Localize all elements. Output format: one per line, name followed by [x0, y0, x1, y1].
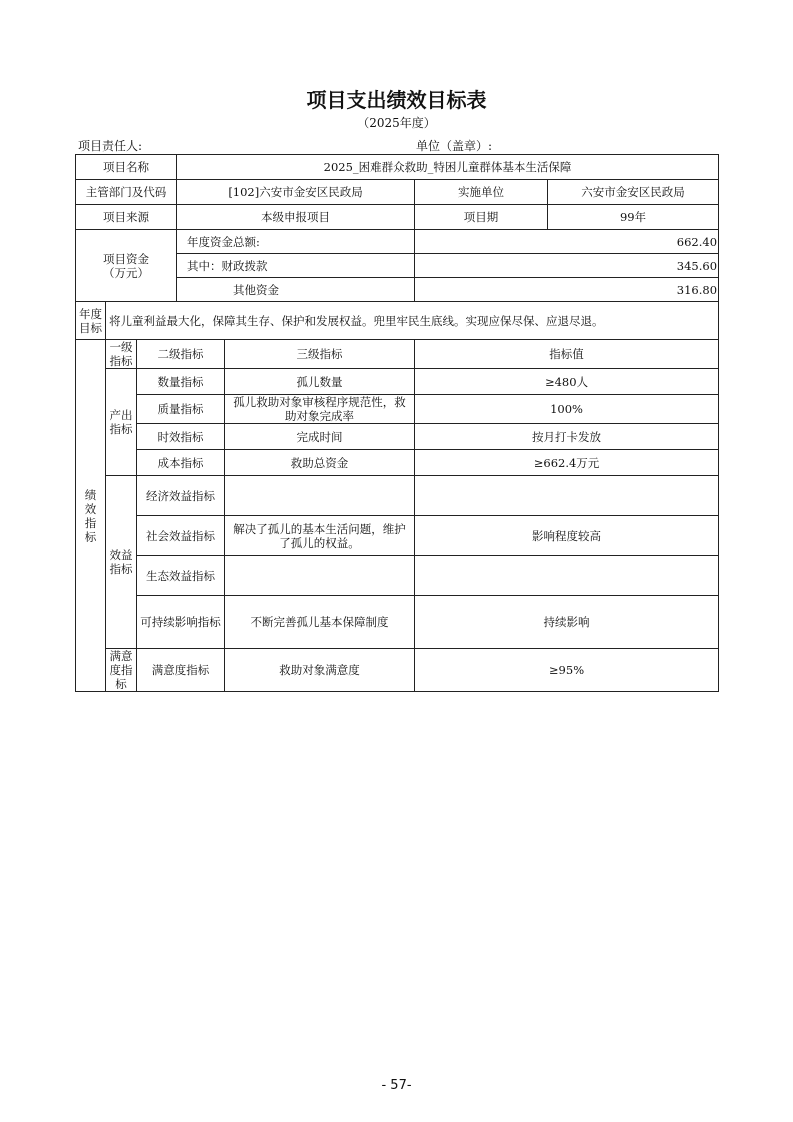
indicator-value-cell: ≥95% — [415, 649, 719, 692]
satisfaction-indicators-label — [106, 649, 137, 692]
implementing-unit-value: 六安市金安区民政局 — [548, 180, 719, 205]
annual-goal-label — [76, 302, 106, 340]
perf-label-char: 绩 — [84, 487, 97, 502]
level2-cell: 质量指标 — [137, 395, 225, 424]
performance-goal-table — [75, 154, 719, 692]
perf-label-char: 指 — [84, 515, 97, 530]
table-row — [76, 516, 719, 556]
unit-seal-label: 单位（盖章）: — [416, 139, 493, 153]
department-value: [102]六安市金安区民政局 — [177, 180, 415, 205]
implementing-unit-label: 实施单位 — [415, 180, 548, 205]
table-row — [76, 205, 719, 230]
satisfaction-label-line: 满意 — [109, 649, 133, 663]
table-row — [76, 556, 719, 596]
table-row — [76, 424, 719, 450]
satisfaction-label-line: 度指 — [109, 663, 133, 677]
level2-cell: 成本指标 — [137, 450, 225, 476]
project-period-label: 项目期 — [415, 205, 548, 230]
table-row — [76, 340, 719, 369]
table-row — [76, 476, 719, 516]
level3-cell: 孤儿数量 — [225, 369, 415, 395]
level2-cell: 时效指标 — [137, 424, 225, 450]
project-name-value: 2025_困难群众救助_特困儿童群体基本生活保障 — [177, 155, 719, 180]
other-funds-label: 其他资金 — [177, 278, 415, 302]
effect-label-line1: 效益 — [109, 548, 133, 562]
level1-header-line1: 一级 — [109, 340, 133, 354]
project-source-value: 本级申报项目 — [177, 205, 415, 230]
project-name-label: 项目名称 — [76, 155, 177, 180]
indicator-value-cell: ≥480人 — [415, 369, 719, 395]
fiscal-allocation-label: 其中：财政拨款 — [177, 254, 415, 278]
responsible-person-label: 项目责任人: — [78, 139, 143, 153]
department-label: 主管部门及代码 — [76, 180, 177, 205]
funds-label-line2: （万元） — [103, 265, 150, 280]
level2-cell: 数量指标 — [137, 369, 225, 395]
table-row — [76, 302, 719, 340]
level3-cell: 解决了孤儿的基本生活问题，维护了孤儿的权益。 — [225, 516, 415, 556]
indicator-value-cell — [415, 476, 719, 516]
page-title: 项目支出绩效目标表 — [306, 88, 487, 112]
level3-cell — [225, 556, 415, 596]
level2-cell: 经济效益指标 — [137, 476, 225, 516]
funds-label-line1: 项目资金 — [103, 251, 150, 266]
fiscal-allocation-value: 345.60 — [415, 254, 719, 278]
satisfaction-label-line: 标 — [115, 677, 127, 691]
page-number: - 57- — [381, 1078, 412, 1093]
level2-cell: 社会效益指标 — [137, 516, 225, 556]
level3-cell: 孤儿救助对象审核程序规范性，救助对象完成率 — [225, 395, 415, 424]
level3-cell: 不断完善孤儿基本保障制度 — [225, 596, 415, 649]
project-source-label: 项目来源 — [76, 205, 177, 230]
level3-header: 三级指标 — [225, 340, 415, 369]
effect-indicators-label — [106, 476, 137, 649]
output-label-line2: 指标 — [109, 422, 133, 436]
table-row — [76, 596, 719, 649]
indicator-value-cell: 100% — [415, 395, 719, 424]
level2-header: 二级指标 — [137, 340, 225, 369]
table-row — [76, 155, 719, 180]
annual-goal-text: 将儿童利益最大化，保障其生存、保护和发展权益。兜里牢民生底线。实现应保尽保、应退尽退。 — [106, 302, 719, 340]
output-indicators-label — [106, 369, 137, 476]
indicator-value-cell: 按月打卡发放 — [415, 424, 719, 450]
level2-cell: 满意度指标 — [137, 649, 225, 692]
annual-goal-label-line2: 目标 — [79, 320, 102, 335]
table-row — [76, 395, 719, 424]
table-row — [76, 180, 719, 205]
level1-header-line2: 指标 — [109, 354, 133, 368]
indicator-value-header: 指标值 — [415, 340, 719, 369]
performance-indicators-label — [76, 340, 106, 692]
annual-goal-label-line1: 年度 — [79, 306, 102, 321]
fiscal-year: （2025年度） — [357, 116, 436, 130]
annual-total-value: 662.40 — [415, 230, 719, 254]
level1-header — [106, 340, 137, 369]
table-row — [76, 450, 719, 476]
indicator-value-cell: 持续影响 — [415, 596, 719, 649]
level3-cell — [225, 476, 415, 516]
perf-label-char: 效 — [84, 501, 97, 516]
annual-total-label: 年度资金总额: — [177, 230, 415, 254]
table-row — [76, 649, 719, 692]
level3-cell: 救助总资金 — [225, 450, 415, 476]
effect-label-line2: 指标 — [109, 562, 133, 576]
table-row — [76, 369, 719, 395]
table-row — [76, 230, 719, 254]
level3-cell: 完成时间 — [225, 424, 415, 450]
indicator-value-cell — [415, 556, 719, 596]
level2-cell: 生态效益指标 — [137, 556, 225, 596]
perf-label-char: 标 — [84, 529, 97, 544]
indicator-value-cell: 影响程度较高 — [415, 516, 719, 556]
level2-cell: 可持续影响指标 — [137, 596, 225, 649]
indicator-value-cell: ≥662.4万元 — [415, 450, 719, 476]
project-period-value: 99年 — [548, 205, 719, 230]
other-funds-value: 316.80 — [415, 278, 719, 302]
output-label-line1: 产出 — [109, 408, 133, 422]
funds-label — [76, 230, 177, 302]
level3-cell: 救助对象满意度 — [225, 649, 415, 692]
